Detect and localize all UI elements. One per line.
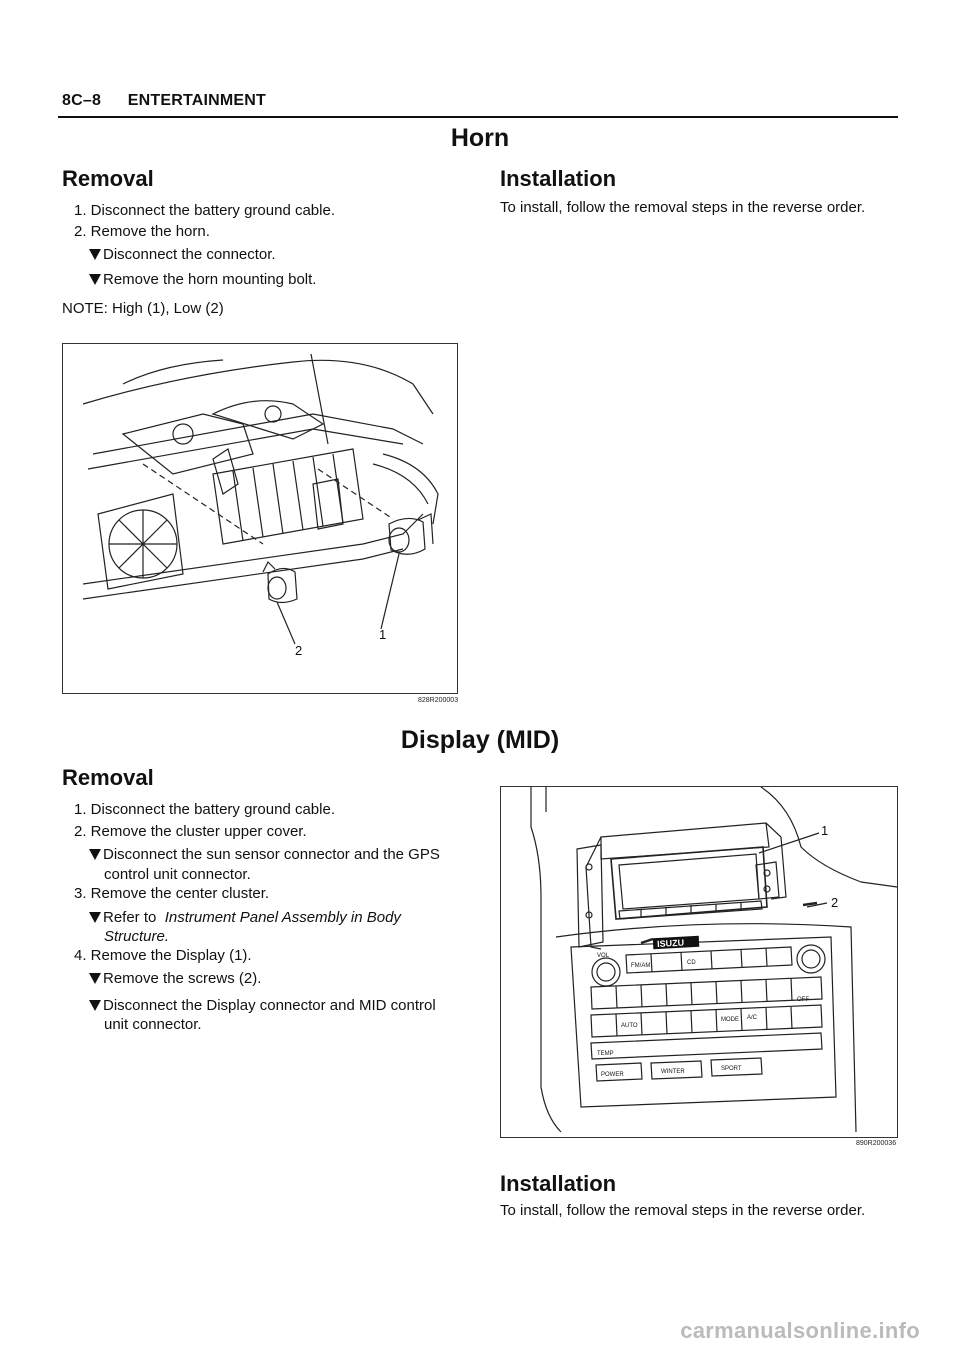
display-step-3-sub-line1 [89, 908, 401, 928]
horn-substep-1 [89, 245, 276, 265]
display-step-2-sub-line1 [89, 845, 440, 865]
bullet-triangle-icon [89, 1000, 101, 1011]
horn-step-2: 2. Remove the horn. [74, 223, 210, 240]
bullet-triangle-icon [89, 912, 101, 923]
temp-label: TEMP [597, 1051, 614, 1057]
display-figure [500, 786, 898, 1138]
display-step-4: 4. Remove the Display (1). [74, 947, 252, 964]
display-installation-text: To install, follow the removal steps in the reverse order. [500, 1202, 866, 1219]
horn-figure-code: 828R200003 [418, 697, 459, 704]
fmam-label: FM/AM [631, 963, 651, 969]
display-step-1: 1. Disconnect the battery ground cable. [74, 801, 335, 818]
display-installation-heading: Installation [500, 1171, 617, 1196]
display-step-2: 2. Remove the cluster upper cover. [74, 823, 307, 840]
page-header [62, 92, 266, 110]
horn-callout-2: 2 [295, 643, 303, 658]
horn-removal-heading: Removal [62, 166, 154, 191]
horn-illustration [63, 344, 457, 693]
ac-label: A/C [747, 1015, 758, 1021]
horn-title: Horn [450, 124, 510, 152]
watermark: carmanualsonline.info [680, 1318, 920, 1343]
brand-label: ISUZU [656, 937, 685, 949]
horn-substep-1-text: Disconnect the connector. [103, 246, 276, 263]
power-label: POWER [601, 1072, 624, 1078]
bullet-triangle-icon [89, 849, 101, 860]
display-step-4-sub-2-text1: Disconnect the Display connector and MID control [103, 997, 436, 1014]
display-step-2-sub-line2: control unit connector. [104, 866, 251, 883]
bullet-triangle-icon [89, 973, 101, 984]
display-step-2-sub-text1: Disconnect the sun sensor connector and the GPS [103, 846, 440, 863]
display-figure-code: 890R200036 [856, 1140, 897, 1147]
mode-label: MODE [721, 1017, 739, 1023]
bullet-triangle-icon [89, 274, 101, 285]
display-step-3: 3. Remove the center cluster. [74, 885, 270, 902]
vol-label: VOL [597, 953, 610, 959]
display-title: Display (MID) [400, 726, 560, 754]
horn-substep-2-text: Remove the horn mounting bolt. [103, 271, 317, 288]
horn-installation-text: To install, follow the removal steps in the reverse order. [500, 199, 866, 216]
section-name: ENTERTAINMENT [127, 92, 267, 109]
winter-label: WINTER [661, 1069, 685, 1075]
display-step-3-sub-prefix: Refer to [103, 909, 161, 926]
auto-label: AUTO [621, 1023, 638, 1029]
display-step-3-sub-line2: Structure. [104, 928, 170, 945]
horn-substep-2 [89, 270, 316, 290]
bullet-triangle-icon [89, 249, 101, 260]
page-number: 8C–8 [62, 92, 102, 109]
display-step-4-sub-2-line2: unit connector. [104, 1016, 202, 1033]
display-step-4-sub-1 [89, 969, 261, 989]
header-rule [58, 116, 898, 118]
display-illustration [501, 787, 897, 1137]
display-step-4-sub-2-line1 [89, 996, 436, 1016]
display-callout-1: 1 [821, 823, 829, 838]
display-step-3-sub-ref1: Instrument Panel Assembly in Body [164, 909, 401, 926]
horn-note: NOTE: High (1), Low (2) [62, 300, 224, 317]
display-removal-heading: Removal [62, 765, 154, 790]
sport-label: SPORT [721, 1066, 742, 1072]
horn-figure [62, 343, 458, 694]
display-step-4-sub-1-text: Remove the screws (2). [103, 970, 262, 987]
horn-step-1: 1. Disconnect the battery ground cable. [74, 202, 335, 219]
display-callout-2: 2 [831, 895, 839, 910]
cd-label: CD [687, 960, 696, 966]
horn-installation-heading: Installation [500, 166, 617, 191]
horn-callout-1: 1 [379, 627, 387, 642]
off-label: OFF [797, 997, 809, 1003]
